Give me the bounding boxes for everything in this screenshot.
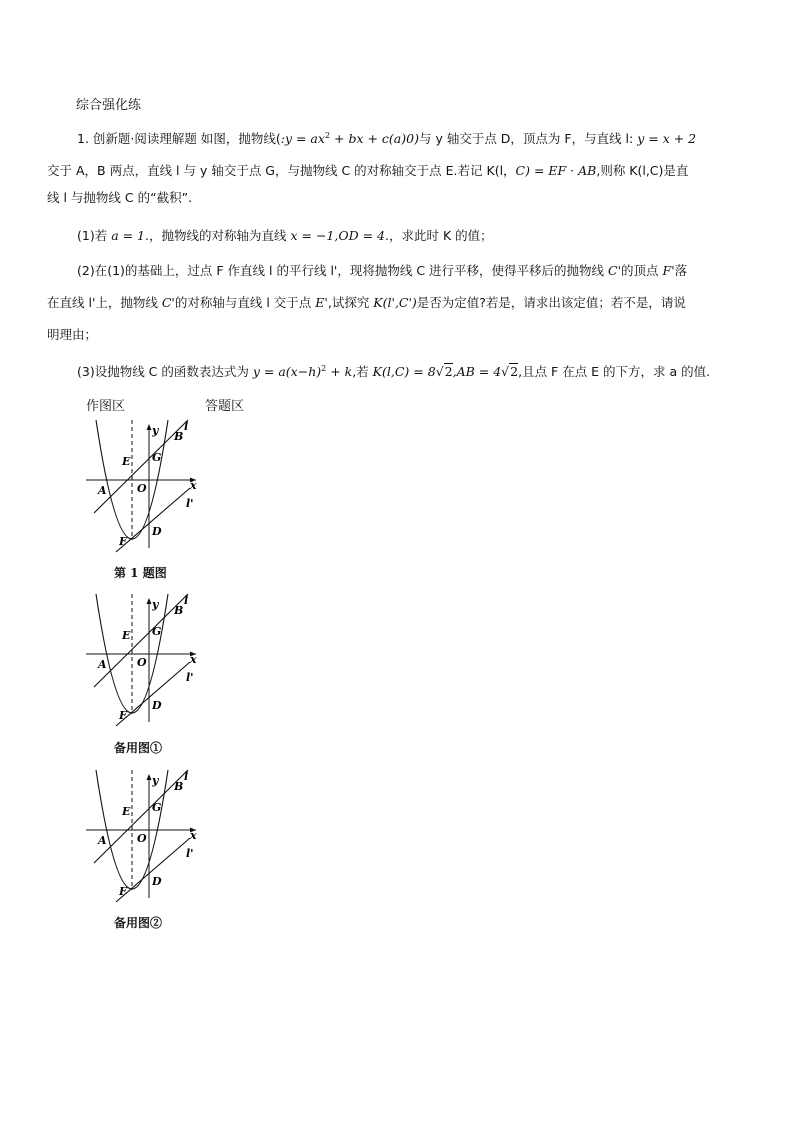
section-title: 综合强化练 <box>76 98 142 113</box>
part2-line2-e: ,试探究 <box>327 295 374 310</box>
figure-2-graph <box>86 592 206 732</box>
label-l-prime: l' <box>186 671 194 684</box>
exponent-2: 2 <box>321 364 327 373</box>
figure-3 <box>86 768 206 908</box>
part1 <box>47 226 747 246</box>
part2-line2-g: 是否为定值?若是，请求出该定值；若不是，请说 <box>416 295 686 310</box>
part3-expr-g: ,AB = 4 <box>452 364 502 380</box>
problem-text-after-expr: 与 y 轴交于点 D，顶点为 F，与直线 l: <box>418 131 638 147</box>
label-l-prime: l' <box>186 847 194 860</box>
part2-text-c: 的顶点 <box>621 263 663 278</box>
label-A: A <box>98 834 107 847</box>
part1-text-e: ，求此时 K 的值； <box>388 228 493 243</box>
part2-line3: 明理由； <box>47 327 98 342</box>
problem-lead: 1. 创新题·阅读理解题 如图，抛物线( <box>77 131 281 147</box>
label-E: E <box>122 805 131 818</box>
figure-3-caption: 备用图② <box>114 916 163 930</box>
part2-line2-a: 在直线 l'上，抛物线 <box>47 295 162 310</box>
sqrt-symbol: √ <box>501 364 510 380</box>
part1-text-a: (1)若 <box>77 228 112 243</box>
part3 <box>47 359 747 382</box>
exponent-2: 2 <box>324 131 331 140</box>
part3-text-d: ,若 <box>352 364 373 380</box>
figure-1-caption: 第 1 题图 <box>114 566 167 580</box>
sqrt-radicand: 2 <box>444 364 453 380</box>
label-O: O <box>137 656 147 669</box>
part2-expr-b: C' <box>608 263 622 278</box>
label-y: y <box>152 598 159 611</box>
problem-text-2c: ,则称 K(l,C)是直 <box>596 163 689 178</box>
label-O: O <box>137 832 147 845</box>
y-axis-arrow <box>147 424 152 430</box>
label-F: F <box>119 885 127 898</box>
part2-line2 <box>47 293 747 313</box>
k-definition-expr: C) = EF · AB <box>515 163 597 178</box>
label-l: l <box>184 594 189 607</box>
label-x: x <box>190 829 197 842</box>
label-G: G <box>152 451 162 464</box>
part2-text-a: (2)在(1)的基础上，过点 F 作直线 l 的平行线 l'，现将抛物线 C 进行平移，使得平移后的抛物线 <box>77 263 609 278</box>
label-D: D <box>152 525 162 538</box>
label-x: x <box>190 653 197 666</box>
problem-text-2a: 交于 A，B 两点，直线 l 与 y 轴交于点 G，与抛物线 C 的对称轴交于点 E.若记 K(l， <box>47 163 516 178</box>
figure-3-graph <box>86 768 206 908</box>
part2-text-e: 落 <box>674 263 688 278</box>
label-B: B <box>174 780 184 793</box>
label-E: E <box>122 629 131 642</box>
label-A: A <box>98 658 107 671</box>
label-G: G <box>152 625 162 638</box>
label-l-prime: l' <box>186 497 194 510</box>
part3-expr-e: K(l,C) = 8 <box>372 364 436 380</box>
label-l: l <box>184 420 189 433</box>
problem-intro-line2 <box>47 161 747 181</box>
part3-text-i: ,且点 F 在点 E 的下方，求 a 的值. <box>518 364 711 380</box>
figure-2-caption: 备用图① <box>114 741 163 755</box>
y-axis-arrow <box>147 598 152 604</box>
part3-expr-c: + k <box>326 364 353 380</box>
part1-expr-d: x = −1,OD = 4. <box>290 228 389 243</box>
part2-line2-d: E' <box>315 295 328 310</box>
label-F: F <box>119 535 127 548</box>
problem-intro-line1 <box>47 126 747 149</box>
label-y: y <box>152 774 159 787</box>
part1-text-c: ，抛物线的对称轴为直线 <box>149 228 291 243</box>
sqrt-symbol: √ <box>435 364 444 380</box>
part2-line1 <box>47 261 747 281</box>
parabola-expr-part2: + bx + c(a)0) <box>330 131 419 147</box>
draw-zone-label: 作图区 <box>86 399 126 414</box>
problem-intro-line3: 线 l 与抛物线 C 的“截积”. <box>47 190 193 205</box>
sqrt-radicand: 2 <box>510 364 519 380</box>
line-equation: y = x + 2 <box>637 131 697 147</box>
figure-2 <box>86 592 206 732</box>
answer-zone-label: 答题区 <box>205 399 245 414</box>
label-x: x <box>190 479 197 492</box>
label-E: E <box>122 455 131 468</box>
part2-line2-c: 的对称轴与直线 l 交于点 <box>174 295 316 310</box>
part3-text-a: (3)设抛物线 C 的函数表达式为 <box>77 364 253 380</box>
label-y: y <box>152 424 159 437</box>
label-B: B <box>174 604 184 617</box>
label-D: D <box>152 875 162 888</box>
label-B: B <box>174 430 184 443</box>
figure-1 <box>86 418 206 558</box>
label-O: O <box>137 482 147 495</box>
label-D: D <box>152 699 162 712</box>
label-G: G <box>152 801 162 814</box>
figure-1-graph <box>86 418 206 558</box>
label-l: l <box>184 770 189 783</box>
part2-line2-b: C' <box>161 295 175 310</box>
part1-expr-a: a = 1. <box>111 228 149 243</box>
part2-line2-f: K(l',C') <box>373 295 417 310</box>
parabola-expr-part1: :y = ax <box>280 131 325 147</box>
y-axis-arrow <box>147 774 152 780</box>
part2-expr-d: F' <box>662 263 675 278</box>
label-A: A <box>98 484 107 497</box>
label-F: F <box>119 709 127 722</box>
part3-expr-b: y = a(x−h) <box>252 364 322 380</box>
